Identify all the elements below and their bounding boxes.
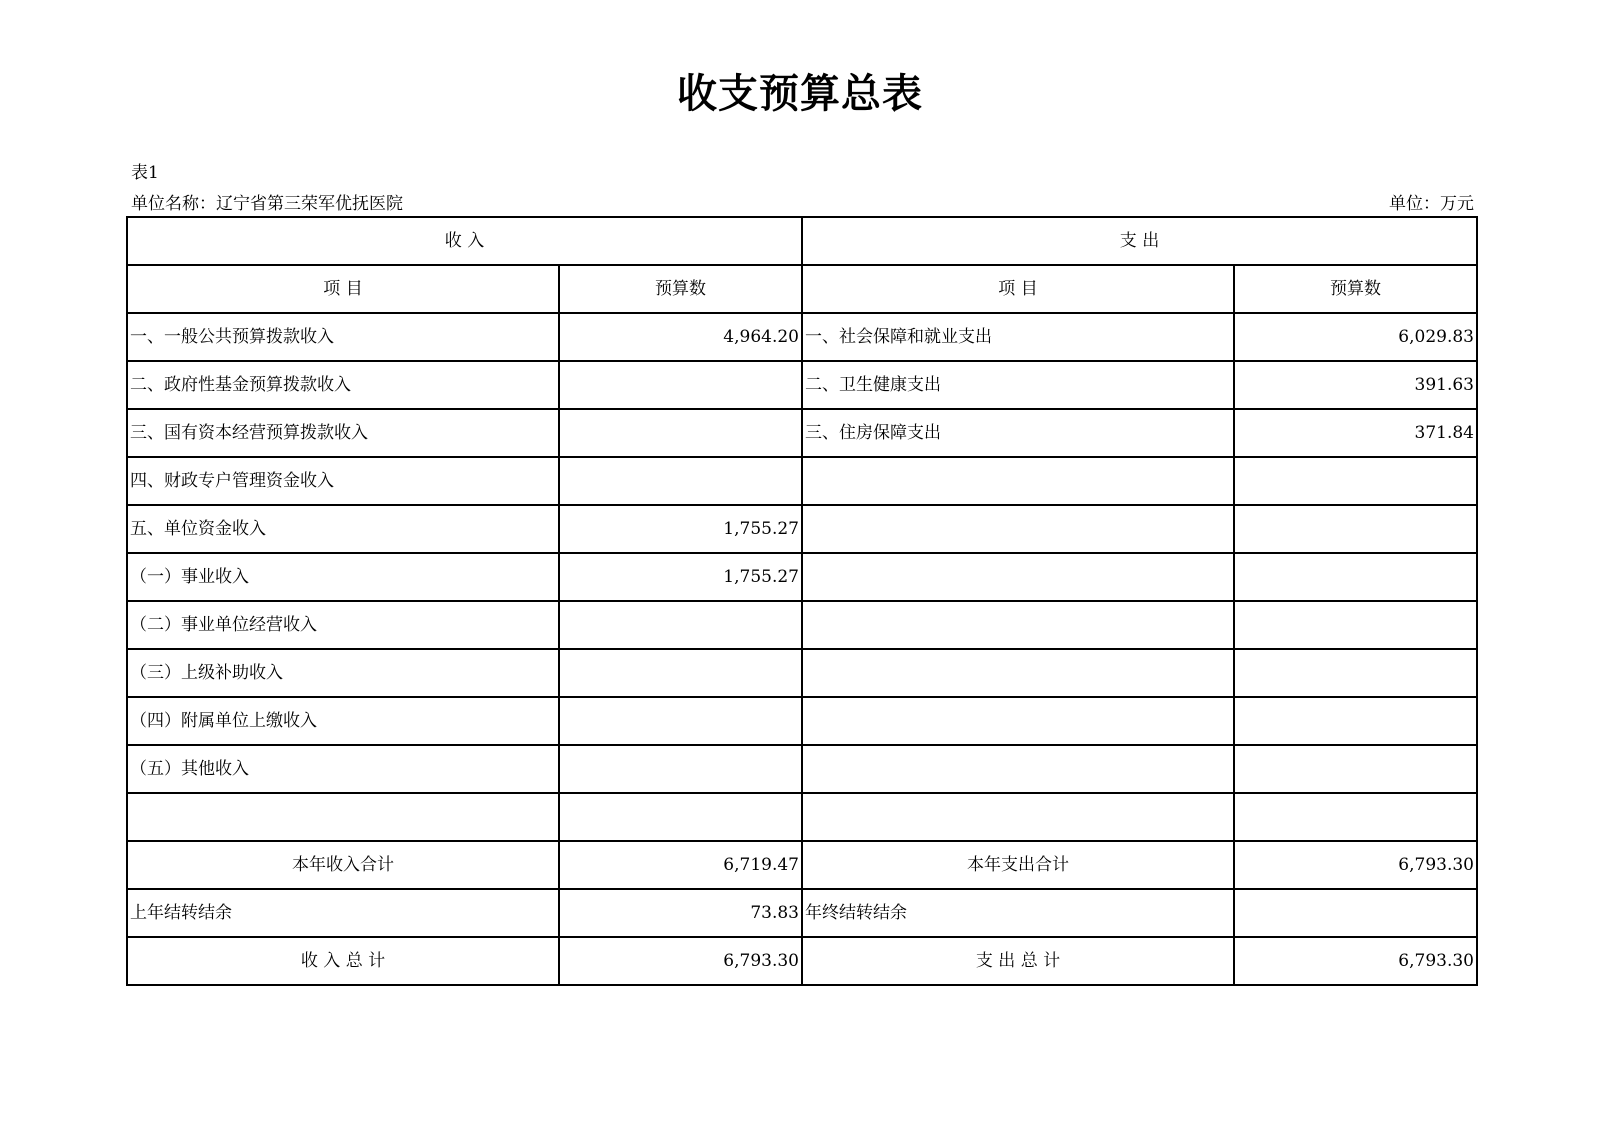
expense-item [802,457,1234,505]
table-row [127,745,1477,793]
income-item-header: 项 目 [127,265,559,313]
expense-value: 391.63 [1234,361,1477,409]
expense-item [802,745,1234,793]
expense-value [1234,697,1477,745]
income-budget-header: 预算数 [559,265,802,313]
income-section-header: 收 入 [127,217,802,265]
income-value: 6,793.30 [559,937,802,985]
expense-value [1234,745,1477,793]
page-title: 收支预算总表 [677,71,923,117]
table-row [127,793,1477,841]
expense-item [802,505,1234,553]
expense-item [802,793,1234,841]
income-item [127,793,559,841]
income-value [559,649,802,697]
expense-budget-header: 预算数 [1234,265,1477,313]
table-row [127,553,1477,601]
year-total-row [127,841,1477,889]
section-header-row [127,217,1477,265]
expense-item: 二、卫生健康支出 [802,361,1234,409]
column-header-row [127,265,1477,313]
carry-over-row [127,889,1477,937]
table-row [127,649,1477,697]
expense-value [1234,601,1477,649]
income-item: （三）上级补助收入 [127,649,559,697]
expense-item [802,649,1234,697]
expense-label: 支 出 总 计 [802,937,1234,985]
table-row [127,409,1477,457]
income-value [559,601,802,649]
budget-table [126,216,1478,986]
unit-label: 单位：万元 [1389,194,1474,214]
income-value: 1,755.27 [559,505,802,553]
income-value: 4,964.20 [559,313,802,361]
income-value [559,457,802,505]
expense-label: 年终结转结余 [802,889,1234,937]
income-item: （四）附属单位上缴收入 [127,697,559,745]
expense-item [802,553,1234,601]
income-item: 二、政府性基金预算拨款收入 [127,361,559,409]
table-row [127,313,1477,361]
expense-value [1234,793,1477,841]
expense-value [1234,457,1477,505]
income-label: 本年收入合计 [127,841,559,889]
budget-table-body [127,217,1477,985]
income-value [559,745,802,793]
income-value: 1,755.27 [559,553,802,601]
expense-item: 一、社会保障和就业支出 [802,313,1234,361]
income-value: 73.83 [559,889,802,937]
income-item: 五、单位资金收入 [127,505,559,553]
income-value [559,361,802,409]
expense-label: 本年支出合计 [802,841,1234,889]
income-item: 四、财政专户管理资金收入 [127,457,559,505]
table-row [127,361,1477,409]
income-item: （二）事业单位经营收入 [127,601,559,649]
income-value [559,409,802,457]
expense-value [1234,649,1477,697]
expense-value [1234,505,1477,553]
income-label: 上年结转结余 [127,889,559,937]
unit-name: 单位名称：辽宁省第三荣军优抚医院 [131,194,403,214]
income-value: 6,719.47 [559,841,802,889]
table-row [127,697,1477,745]
table-row [127,505,1477,553]
expense-value [1234,889,1477,937]
expense-value [1234,553,1477,601]
income-item: 一、一般公共预算拨款收入 [127,313,559,361]
expense-item [802,601,1234,649]
table-number: 表1 [131,163,159,183]
expense-value: 6,793.30 [1234,841,1477,889]
expense-item: 三、住房保障支出 [802,409,1234,457]
expense-item-header: 项 目 [802,265,1234,313]
expense-value: 371.84 [1234,409,1477,457]
table-row [127,601,1477,649]
income-item: 三、国有资本经营预算拨款收入 [127,409,559,457]
income-value [559,793,802,841]
expense-value: 6,793.30 [1234,937,1477,985]
income-item: （五）其他收入 [127,745,559,793]
grand-total-row [127,937,1477,985]
expense-section-header: 支 出 [802,217,1477,265]
table-row [127,457,1477,505]
income-label: 收 入 总 计 [127,937,559,985]
income-item: （一）事业收入 [127,553,559,601]
income-value [559,697,802,745]
expense-value: 6,029.83 [1234,313,1477,361]
expense-item [802,697,1234,745]
